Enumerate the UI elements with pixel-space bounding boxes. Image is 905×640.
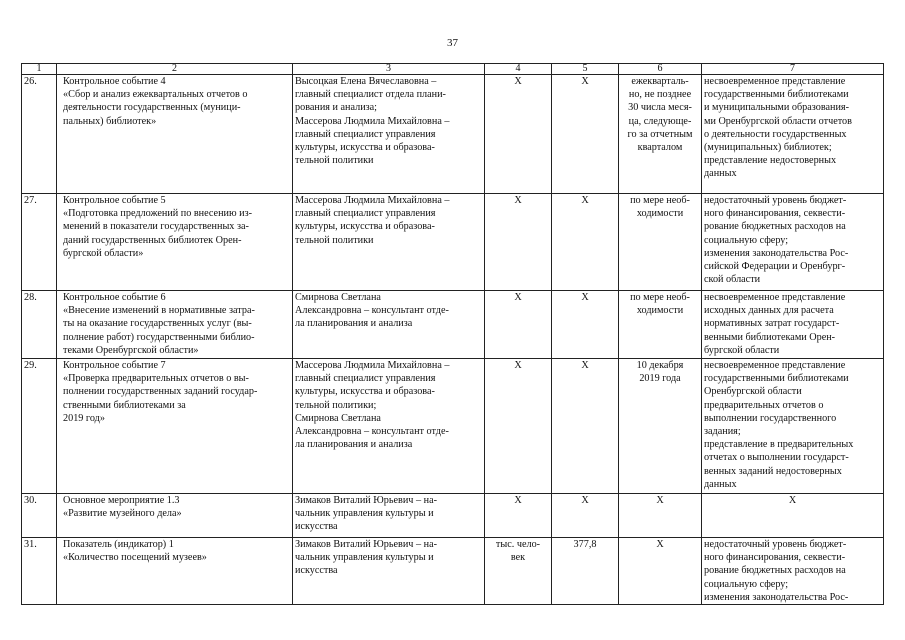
column-header-7: 7 [702,64,884,75]
responsible-cell: Массерова Людмила Михайловна – главный специалист управления культуры, искусства и образова- тельной политики [293,194,485,291]
deadline-cell: Х [619,494,702,538]
event-cell: Показатель (индикатор) 1 «Количество посещений музеев» [57,538,293,605]
page-number: 37 [447,37,458,49]
column-number-row [22,64,884,75]
event-cell: Контрольное событие 6 «Внесение изменений в нормативные затра- ты на оказание государственных услуг (вы- полнение работ) государственными библио- теками Оренбургской области» [57,291,293,359]
value-cell: 377,8 [552,538,619,605]
risk-cell: несвоевременное представление исходных данных для расчета нормативных затрат государст- венными библиотеками Орен- бургской области [702,291,884,359]
row-number: 31. [22,538,57,605]
risk-cell: Х [702,494,884,538]
deadline-cell: Х [619,538,702,605]
column-header-1: 1 [22,64,57,75]
deadline-cell: по мере необ- ходимости [619,291,702,359]
column-header-2: 2 [57,64,293,75]
unit-cell: Х [485,359,552,494]
row-number: 29. [22,359,57,494]
value-cell: Х [552,194,619,291]
responsible-cell: Высоцкая Елена Вячеславовна – главный специалист отдела плани- рования и анализа; Массерова Людмила Михайловна – главный специалист управления культуры, искусства и образова- тельной политики [293,75,485,194]
unit-cell: Х [485,291,552,359]
deadline-cell: ежекварталь- но, не позднее 30 числа меся- ца, следующе- го за отчетным кварталом [619,75,702,194]
table-row [22,359,884,494]
table-row [22,291,884,359]
column-header-3: 3 [293,64,485,75]
value-cell: Х [552,75,619,194]
column-header-6: 6 [619,64,702,75]
unit-cell: Х [485,194,552,291]
responsible-cell: Зимаков Виталий Юрьевич – на- чальник управления культуры и искусства [293,494,485,538]
monitoring-table [21,63,884,605]
event-cell: Основное мероприятие 1.3 «Развитие музейного дела» [57,494,293,538]
deadline-cell: по мере необ- ходимости [619,194,702,291]
table-row [22,538,884,605]
row-number: 28. [22,291,57,359]
risk-cell: несвоевременное представление государственными библиотеками и муниципальными образования- ми Оренбургской области отчетов о деятельности государственных (муниципальных) библиотек; представление недостоверных данных [702,75,884,194]
responsible-cell: Зимаков Виталий Юрьевич – на- чальник управления культуры и искусства [293,538,485,605]
risk-cell: недостаточный уровень бюджет- ного финансирования, секвести- рование бюджетных расходов на социальную сферу; изменения законодательства Рос- [702,538,884,605]
row-number: 26. [22,75,57,194]
responsible-cell: Смирнова Светлана Александровна – консультант отде- ла планирования и анализа [293,291,485,359]
event-cell: Контрольное событие 4 «Сбор и анализ ежеквартальных отчетов о деятельности государственных (муници- пальных) библиотек» [57,75,293,194]
table-row [22,494,884,538]
value-cell: Х [552,291,619,359]
row-number: 30. [22,494,57,538]
value-cell: Х [552,494,619,538]
unit-cell: Х [485,494,552,538]
risk-cell: недостаточный уровень бюджет- ного финансирования, секвести- рование бюджетных расходов на социальную сферу; изменения законодательства Рос- сийской Федерации и Оренбург- ской области [702,194,884,291]
row-number: 27. [22,194,57,291]
value-cell: Х [552,359,619,494]
unit-cell: Х [485,75,552,194]
event-cell: Контрольное событие 7 «Проверка предварительных отчетов о вы- полнении государственных заданий государ- ственными библиотеками за 2019 год» [57,359,293,494]
unit-cell: тыс. чело- век [485,538,552,605]
deadline-cell: 10 декабря 2019 года [619,359,702,494]
table-row [22,75,884,194]
column-header-4: 4 [485,64,552,75]
table-row [22,194,884,291]
event-cell: Контрольное событие 5 «Подготовка предложений по внесению из- менений в показатели государственных за- даний государственных библиотек Орен- бургской области» [57,194,293,291]
risk-cell: несвоевременное представление государственными библиотеками Оренбургской области предварительных отчетов о выполнении государственного задания; представление в предварительных отчетах о выполнении государст- венных заданий недостоверных данных [702,359,884,494]
column-header-5: 5 [552,64,619,75]
responsible-cell: Массерова Людмила Михайловна – главный специалист управления культуры, искусства и образова- тельной политики; Смирнова Светлана Александровна – консультант отде- ла планирования и анализа [293,359,485,494]
